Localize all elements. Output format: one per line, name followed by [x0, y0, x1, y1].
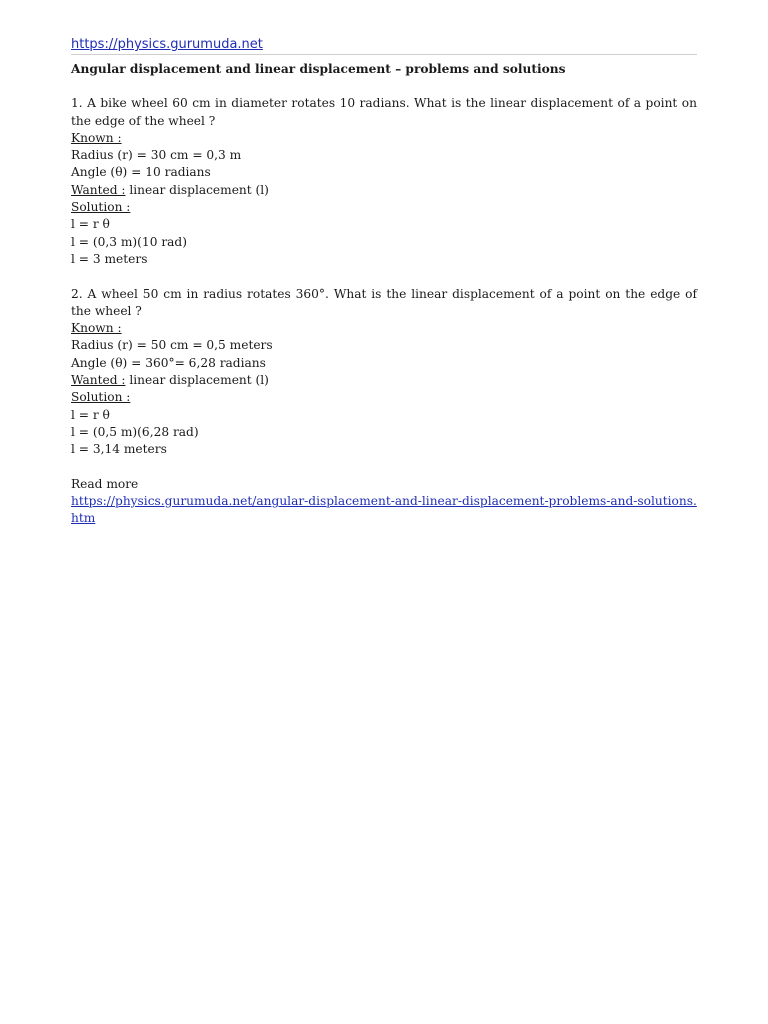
problem-1	[71, 95, 697, 268]
problem-question: 1. A bike wheel 60 cm in diameter rotates 10 radians. What is the linear displacement of a point on the edge of the wheel ?	[71, 96, 697, 128]
known-item: Angle (θ) = 360°= 6,28 radians	[71, 355, 266, 370]
solution-step: l = 3,14 meters	[71, 442, 167, 457]
solution-step: l = (0,5 m)(6,28 rad)	[71, 424, 199, 439]
known-item: Angle (θ) = 10 radians	[71, 165, 211, 180]
problem-2	[71, 286, 697, 459]
wanted-label: Wanted :	[71, 373, 126, 388]
known-label: Known :	[71, 130, 122, 145]
known-item: Radius (r) = 30 cm = 0,3 m	[71, 148, 242, 163]
paragraph-gap	[71, 268, 697, 285]
problem-question: 2. A wheel 50 cm in radius rotates 360°. What is the linear displacement of a point on the edge of the wheel ?	[71, 286, 697, 318]
header-divider	[71, 54, 697, 55]
page-content	[71, 36, 697, 528]
read-more-link[interactable]: https://physics.gurumuda.net/angular-displacement-and-linear-displacement-problems-and-solutions.htm	[71, 494, 697, 526]
wanted-label: Wanted :	[71, 182, 126, 197]
read-more-label: Read more	[71, 476, 139, 491]
solution-step: l = r θ	[71, 407, 110, 422]
paragraph-gap	[71, 459, 697, 476]
wanted-line	[71, 182, 697, 199]
solution-label: Solution :	[71, 390, 131, 405]
known-label: Known :	[71, 321, 122, 336]
wanted-value: linear displacement (l)	[125, 182, 269, 197]
wanted-value: linear displacement (l)	[125, 373, 269, 388]
document-title: Angular displacement and linear displacement – problems and solutions	[71, 62, 566, 76]
site-header-link[interactable]: https://physics.gurumuda.net	[71, 37, 263, 52]
solution-label: Solution :	[71, 200, 131, 215]
known-item: Radius (r) = 50 cm = 0,5 meters	[71, 338, 273, 353]
wanted-line	[71, 372, 697, 389]
solution-step: l = r θ	[71, 217, 110, 232]
solution-step: l = (0,3 m)(10 rad)	[71, 234, 187, 249]
solution-step: l = 3 meters	[71, 251, 148, 266]
